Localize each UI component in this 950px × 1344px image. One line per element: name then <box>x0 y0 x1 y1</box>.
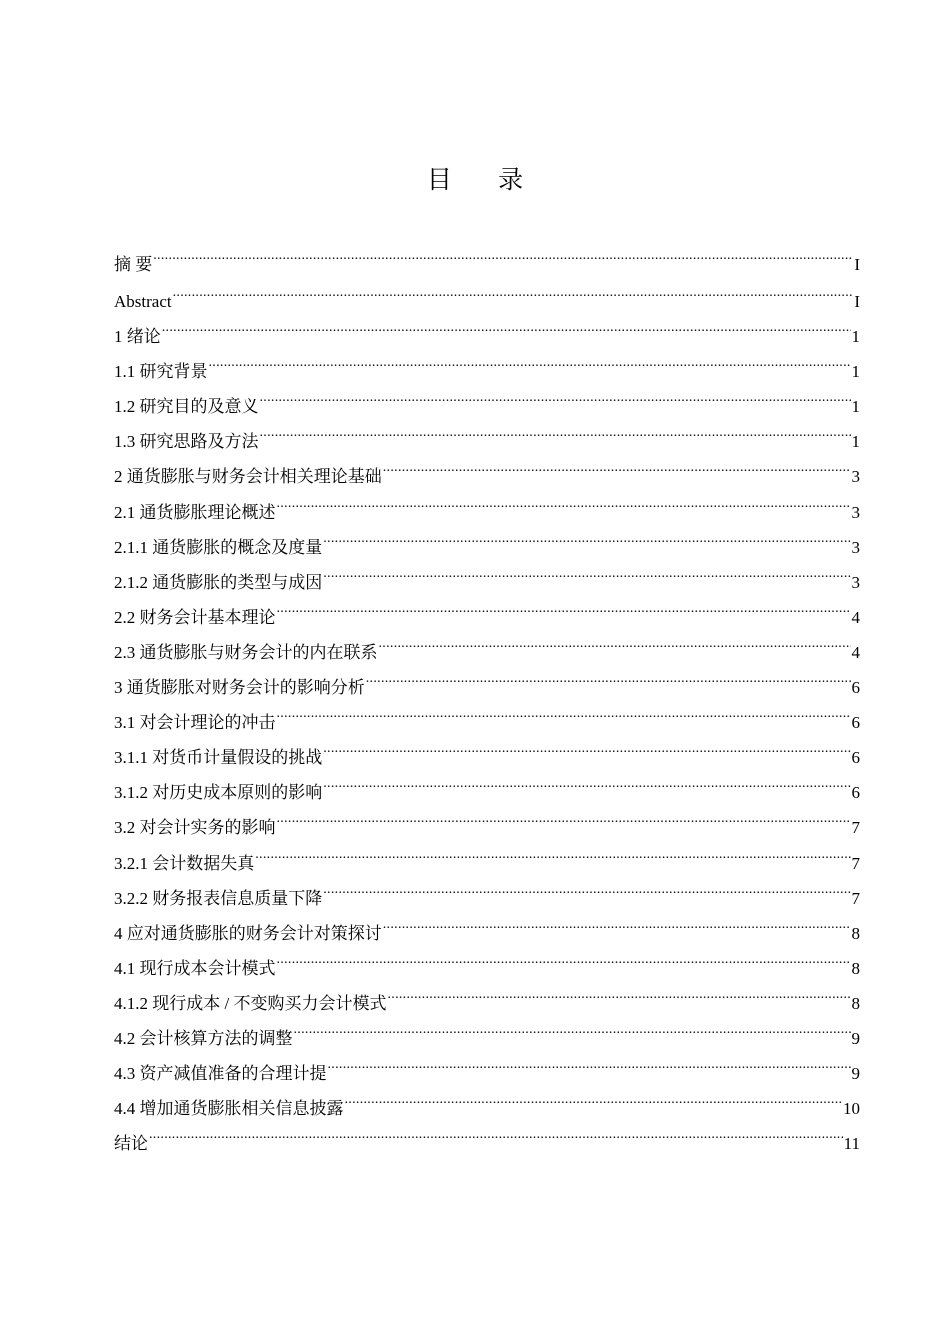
toc-entry[interactable] <box>114 1126 860 1163</box>
toc-leader-dots <box>153 253 853 270</box>
toc-entry-page: 9 <box>851 1064 860 1084</box>
toc-leader-dots <box>366 676 851 693</box>
toc-leader-dots <box>277 711 851 728</box>
toc-entry-label: 4 应对通货膨胀的财务会计对策探讨 <box>114 923 382 943</box>
toc-entry[interactable] <box>114 635 860 670</box>
toc-leader-dots <box>379 641 851 658</box>
toc-entry-label: 4.4 增加通货膨胀相关信息披露 <box>114 1099 344 1119</box>
toc-leader-dots <box>173 290 854 307</box>
toc-entry-page: 3 <box>851 502 860 522</box>
toc-entry[interactable] <box>114 284 860 319</box>
toc-entry-label: 1.1 研究背景 <box>114 362 208 382</box>
toc-entry-page: 6 <box>851 748 860 768</box>
toc-entry[interactable] <box>114 600 860 635</box>
toc-entry[interactable] <box>114 389 860 424</box>
toc-leader-dots <box>323 781 850 798</box>
toc-leader-dots <box>209 360 851 377</box>
toc-entry-label: Abstract <box>114 292 172 311</box>
toc-entry-label: 3 通货膨胀对财务会计的影响分析 <box>114 678 365 698</box>
toc-entry[interactable] <box>114 1091 860 1126</box>
toc-leader-dots <box>277 816 851 833</box>
toc-leader-dots <box>162 325 851 342</box>
toc-entry[interactable] <box>114 1056 860 1091</box>
toc-entry-page: 8 <box>851 923 860 943</box>
toc-entry-page: 3 <box>851 537 860 557</box>
toc-leader-dots <box>328 1062 851 1079</box>
toc-entry-page: 7 <box>851 888 860 908</box>
toc-entry-page: 11 <box>843 1134 860 1154</box>
toc-entry-page: 4 <box>851 642 860 662</box>
toc-entry[interactable] <box>114 705 860 740</box>
toc-leader-dots <box>323 887 850 904</box>
toc-leader-dots <box>383 465 851 482</box>
toc-entry[interactable] <box>114 846 860 881</box>
toc-entry-page: 7 <box>851 818 860 838</box>
toc-entry-page: 8 <box>851 993 860 1013</box>
toc-entry-page: 6 <box>851 678 860 698</box>
toc-entry[interactable] <box>114 810 860 845</box>
toc-entry-label: 3.1 对会计理论的冲击 <box>114 713 276 733</box>
toc-entry[interactable] <box>114 247 860 284</box>
toc-entry-label: 3.2.1 会计数据失真 <box>114 853 255 873</box>
toc-leader-dots <box>255 852 850 869</box>
toc-leader-dots <box>383 922 851 939</box>
toc-leader-dots <box>149 1132 843 1149</box>
toc-entry[interactable] <box>114 459 860 494</box>
toc-leader-dots <box>277 606 851 623</box>
toc-entry[interactable] <box>114 670 860 705</box>
toc-entry-label: 3.2 对会计实务的影响 <box>114 818 276 838</box>
toc-entry[interactable] <box>114 354 860 389</box>
toc-entry-page: 7 <box>851 853 860 873</box>
toc-entry-label: 2.2 财务会计基本理论 <box>114 607 276 627</box>
toc-entry-page: 3 <box>851 572 860 592</box>
toc-entry-label: 2.1.2 通货膨胀的类型与成因 <box>114 572 323 592</box>
toc-entry-page: I <box>854 292 860 311</box>
toc-entry[interactable] <box>114 1021 860 1056</box>
toc-entry[interactable] <box>114 530 860 565</box>
toc-entry[interactable] <box>114 319 860 354</box>
toc-entry-label: 3.2.2 财务报表信息质量下降 <box>114 888 323 908</box>
toc-leader-dots <box>323 746 850 763</box>
toc-entry-page: 3 <box>851 467 860 487</box>
toc-leader-dots <box>345 1097 843 1114</box>
toc-entry[interactable] <box>114 740 860 775</box>
toc-entry-page: 1 <box>851 432 860 452</box>
toc-leader-dots <box>260 430 851 447</box>
toc-entry-page: 1 <box>851 362 860 382</box>
toc-entry-label: 2.1 通货膨胀理论概述 <box>114 502 276 522</box>
toc-entry-label: 2.3 通货膨胀与财务会计的内在联系 <box>114 642 378 662</box>
toc-entry-page: 4 <box>851 607 860 627</box>
toc-entry-label: 1.2 研究目的及意义 <box>114 397 259 417</box>
toc-entry[interactable] <box>114 495 860 530</box>
toc-leader-dots <box>323 571 850 588</box>
toc-leader-dots <box>277 501 851 518</box>
toc-leader-dots <box>277 957 851 974</box>
toc-entry-label: 4.2 会计核算方法的调整 <box>114 1028 293 1048</box>
toc-entry-label: 2.1.1 通货膨胀的概念及度量 <box>114 537 323 557</box>
toc-entry-label: 摘 要 <box>114 255 153 274</box>
toc-entry-label: 4.1.2 现行成本 / 不变购买力会计模式 <box>114 993 387 1013</box>
toc-entry-label: 3.1.2 对历史成本原则的影响 <box>114 783 323 803</box>
toc-entry-page: 8 <box>851 958 860 978</box>
toc-entry[interactable] <box>114 881 860 916</box>
toc-entry-page: 1 <box>851 327 860 347</box>
toc-entry-label: 结论 <box>114 1134 148 1154</box>
toc-entry-page: 10 <box>843 1099 860 1119</box>
toc-entry-page: 9 <box>851 1028 860 1048</box>
toc-entry[interactable] <box>114 775 860 810</box>
toc-entry-page: 6 <box>851 713 860 733</box>
toc-title: 目 录 <box>426 167 544 194</box>
toc-entry[interactable] <box>114 424 860 459</box>
toc-entry-page: I <box>854 255 860 274</box>
toc-list <box>114 247 860 1163</box>
toc-entry-page: 6 <box>851 783 860 803</box>
toc-entry-label: 4.1 现行成本会计模式 <box>114 958 276 978</box>
toc-entry[interactable] <box>114 565 860 600</box>
toc-leader-dots <box>387 992 850 1009</box>
toc-entry[interactable] <box>114 986 860 1021</box>
toc-leader-dots <box>294 1027 851 1044</box>
toc-entry-label: 4.3 资产减值准备的合理计提 <box>114 1064 327 1084</box>
toc-entry-label: 3.1.1 对货币计量假设的挑战 <box>114 748 323 768</box>
toc-leader-dots <box>323 536 850 553</box>
toc-entry-label: 1.3 研究思路及方法 <box>114 432 259 452</box>
toc-entry-label: 1 绪论 <box>114 327 161 347</box>
toc-entry-label: 2 通货膨胀与财务会计相关理论基础 <box>114 467 382 487</box>
toc-leader-dots <box>260 395 851 412</box>
toc-entry[interactable] <box>114 916 860 951</box>
toc-entry-page: 1 <box>851 397 860 417</box>
toc-entry[interactable] <box>114 951 860 986</box>
